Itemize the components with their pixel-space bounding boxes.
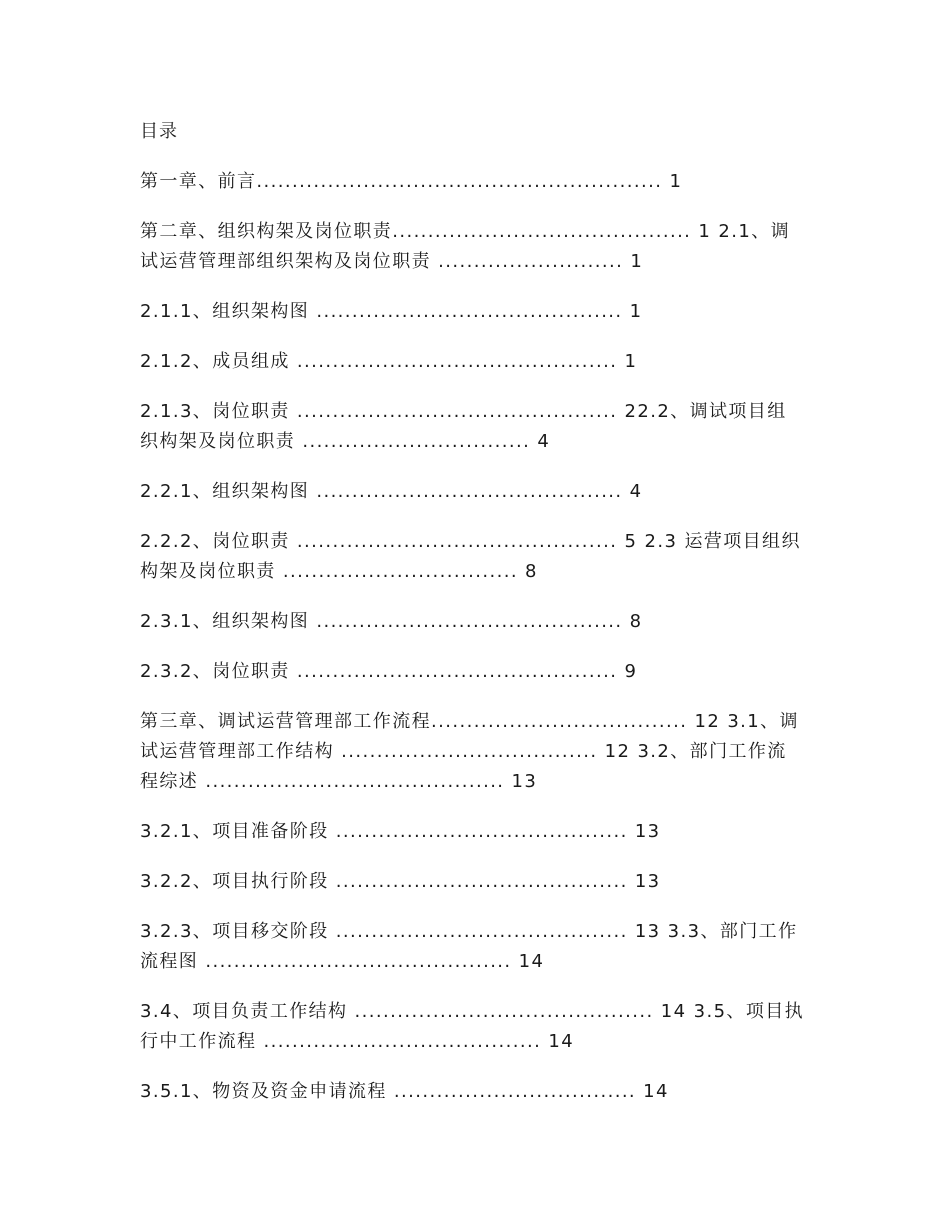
table-of-contents <box>140 118 805 1127</box>
toc-entry-3-4: 3.4、项目负责工作结构 .......................................... 14 3.5、项目执行中工作流程 ....................................... 14 <box>140 1001 805 1052</box>
toc-entry-2-1-1: 2.1.1、组织架构图 ........................................... 1 <box>140 301 643 322</box>
toc-entry-chapter-1: 第一章、前言......................................................... 1 <box>140 171 683 192</box>
toc-entry-2-2-1: 2.2.1、组织架构图 ........................................... 4 <box>140 481 643 502</box>
toc-entry-3-5-1: 3.5.1、物资及资金申请流程 .................................. 14 <box>140 1081 669 1102</box>
toc-entry-2-2-2: 2.2.2、岗位职责 ............................................. 5 2.3 运营项目组织构架及岗位职责 ................................. 8 <box>140 531 801 582</box>
toc-entry-2-1-2: 2.1.2、成员组成 ............................................. 1 <box>140 351 638 372</box>
toc-title: 目录 <box>140 121 178 142</box>
toc-entry-3-2-2: 3.2.2、项目执行阶段 ......................................... 13 <box>140 871 661 892</box>
toc-entry-chapter-3: 第三章、调试运营管理部工作流程.................................... 12 3.1、调试运营管理部工作结构 .................................... 12 3.2、部门工作流程综述 .......................................... 13 <box>140 711 799 792</box>
toc-entry-chapter-2: 第二章、组织构架及岗位职责.......................................... 1 2.1、调试运营管理部组织架构及岗位职责 .......................... 1 <box>140 221 791 272</box>
toc-entry-2-3-1: 2.3.1、组织架构图 ........................................... 8 <box>140 611 643 632</box>
toc-entry-2-1-3: 2.1.3、岗位职责 ............................................. 22.2、调试项目组织构架及岗位职责 ................................ 4 <box>140 401 787 452</box>
toc-entry-3-2-3: 3.2.3、项目移交阶段 ......................................... 13 3.3、部门工作流程图 ........................................... 14 <box>140 921 798 972</box>
toc-entry-3-2-1: 3.2.1、项目准备阶段 ......................................... 13 <box>140 821 661 842</box>
toc-entry-2-3-2: 2.3.2、岗位职责 ............................................. 9 <box>140 661 638 682</box>
